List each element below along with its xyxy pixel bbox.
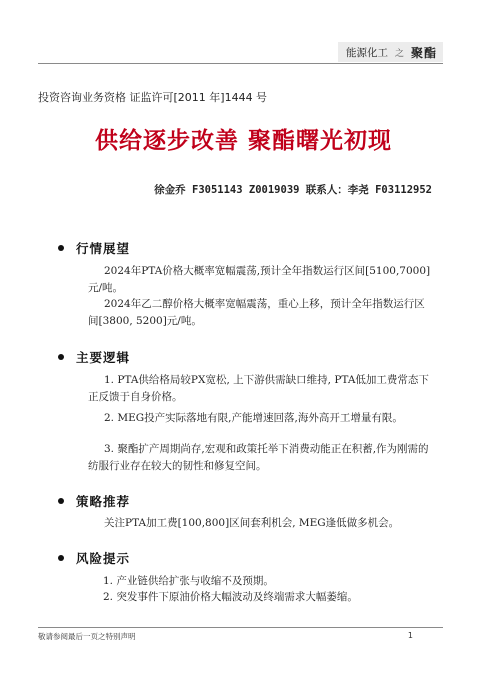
section-logic [58, 348, 130, 366]
section-outlook [58, 239, 130, 257]
footer-divider [38, 627, 443, 628]
section-title: 行情展望 [76, 241, 131, 256]
section-paragraph: 2024年PTA价格大概率宽幅震荡,预计全年指数运行区间[5100,7000]元/吨。 [88, 265, 431, 294]
section-paragraph: 2. MEG投产实际落地有限,产能增速回落,海外高开工增量有限。 [104, 412, 403, 424]
section-paragraph: 3. 聚酯扩产周期尚存,宏观和政策托举下消费动能正在积蓄,作为刚需的纺服行业存在较大的韧性和修复空间。 [88, 443, 429, 472]
header-divider [38, 63, 443, 64]
risk-item: 2. 突发事件下原油价格大幅波动及终端需求大幅萎缩。 [103, 591, 358, 603]
header-tag [338, 42, 443, 62]
header-separator: 之 [394, 48, 404, 59]
section-strategy [58, 492, 130, 510]
risk-item: 1. 产业链供给扩张与收缩不及预期。 [103, 575, 274, 587]
page-number: 1 [407, 631, 413, 640]
header-brand: 聚酯 [410, 45, 437, 60]
section-paragraph: 关注PTA加工费[100,800]区间套利机会, MEG逢低做多机会。 [104, 517, 400, 529]
section-paragraph: 1. PTA供给格局较PX宽松, 上下游供需缺口维持, PTA低加工费常态下正反馈于自身价格。 [88, 374, 429, 403]
section-paragraph: 2024年乙二醇价格大概率宽幅震荡，重心上移，预计全年指数运行区间[3800, 5200]元/吨。 [88, 298, 425, 327]
section-title: 主要逻辑 [76, 350, 131, 365]
bullet-icon [58, 498, 64, 504]
report-title: 供给逐步改善 聚酯曙光初现 [94, 128, 392, 154]
header-category: 能源化工 [345, 46, 388, 59]
section-title: 风险提示 [76, 551, 131, 566]
bullet-icon [58, 555, 64, 561]
section-title: 策略推荐 [76, 494, 131, 509]
license-info: 投资咨询业务资格 证监许可[2011 年]1444 号 [38, 91, 268, 104]
section-risk [58, 549, 130, 567]
author-line: 徐金乔 F3051143 Z0019039 联系人：李尧 F03112952 [154, 184, 432, 196]
bullet-icon [58, 354, 64, 360]
bullet-icon [58, 245, 64, 251]
footer-note: 敬请参阅最后一页之特别声明 [38, 632, 136, 641]
